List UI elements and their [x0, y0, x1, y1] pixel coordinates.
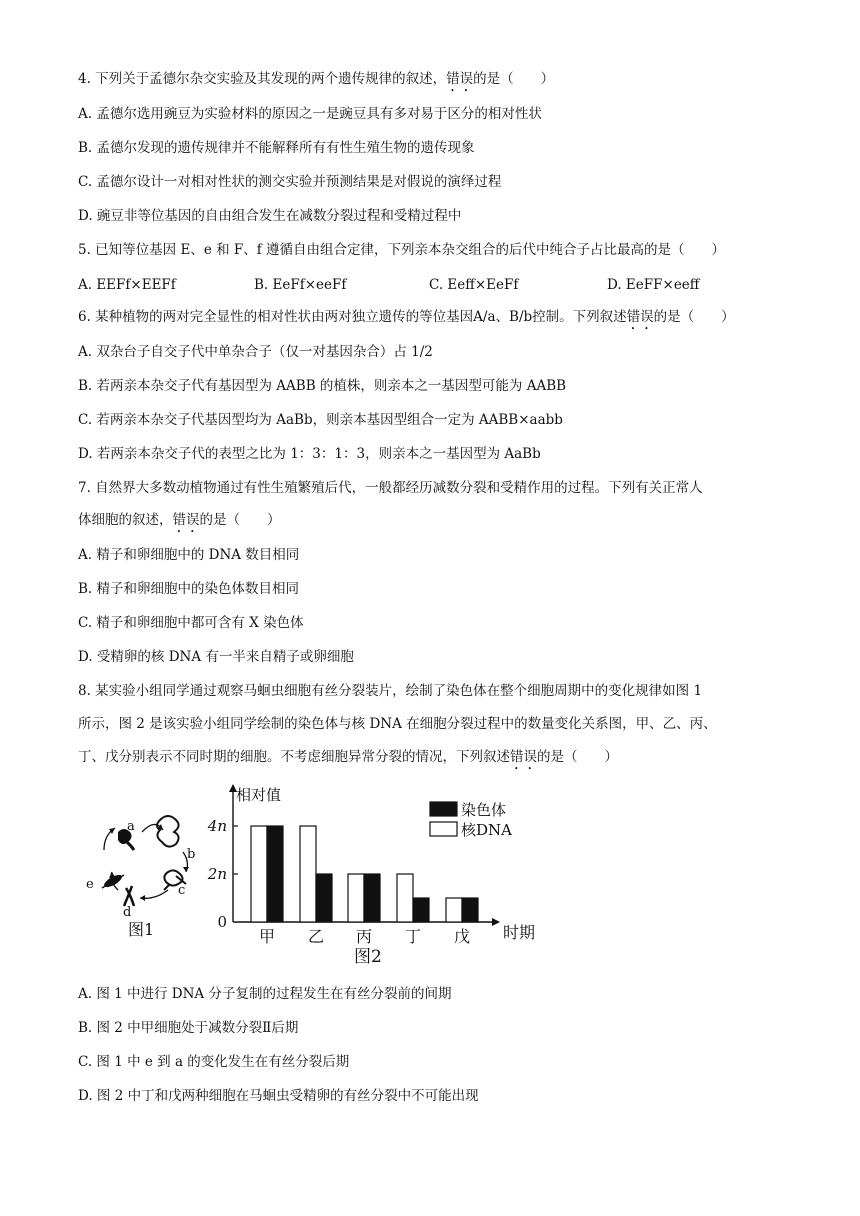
q7-option-c: C. 精子和卵细胞中都可含有 X 染色体 — [78, 615, 304, 631]
q7-stem-a: 体细胞的叙述， — [78, 512, 173, 528]
bar-chromosome — [267, 826, 283, 922]
q5-option-b: B. EeFf×eeFf — [254, 277, 347, 293]
q7-stem-b: 的是（ ） — [199, 512, 281, 528]
q6-stem-a: 6. 某种植物的两对完全显性的相对性状由两对独立遗传的等位基因A/a、B/b控制。下列叙述 — [78, 309, 627, 325]
bar-dna — [446, 898, 462, 922]
q8-stem-line1: 8. 某实验小组同学通过观察马蛔虫细胞有丝分裂装片，绘制了染色体在整个细胞周期中的变化规律如图 1 — [78, 683, 703, 699]
bar-dna — [348, 874, 364, 922]
q4-stem-b: 的是（ ） — [473, 71, 555, 87]
bar-chromosome — [413, 898, 429, 922]
legend-label: 核DNA — [461, 821, 512, 839]
stage-label-c: c — [178, 883, 186, 898]
q7-stem-line2 — [78, 510, 281, 536]
y-axis-label: 相对值 — [236, 786, 282, 804]
y-tick-label: 4n — [207, 817, 227, 835]
q6-option-b: B. 若两亲本杂交子代有基因型为 AABB 的植株，则亲本之一基因型可能为 AABB — [78, 378, 567, 394]
q4-stem — [78, 69, 554, 95]
x-tick-label: 戊 — [453, 927, 471, 946]
q6-option-a: A. 双杂台子自交子代中单杂合子（仅一对基因杂合）占 1/2 — [78, 344, 433, 360]
q7-stem-line1: 7. 自然界大多数动植物通过有性生殖繁殖后代，一般都经历减数分裂和受精作用的过程。下列有关正常人 — [78, 480, 703, 496]
stage-label-d: d — [123, 905, 132, 920]
arrow-c-d-head — [140, 895, 145, 901]
figure-2-chart — [207, 784, 535, 967]
x-tick-label: 乙 — [307, 927, 325, 946]
q7-option-a: A. 精子和卵细胞中的 DNA 数目相同 — [78, 547, 300, 563]
bar-chromosome — [462, 898, 478, 922]
chart-bars — [251, 826, 478, 922]
bar-dna — [397, 874, 413, 922]
figure-2-caption: 图2 — [354, 947, 382, 967]
chromosome-d-icon — [124, 886, 134, 906]
q8-stem-emphasis: 错误 — [510, 749, 537, 765]
q8-stem-a: 丁、戊分别表示不同时期的细胞。不考虑细胞异常分裂的情况，下列叙述 — [78, 749, 510, 765]
chromosome-b-icon — [157, 816, 179, 847]
q5-option-d: D. EeFF×eeff — [607, 277, 700, 293]
q8-option-c: C. 图 1 中 e 到 a 的变化发生在有丝分裂后期 — [78, 1054, 350, 1070]
bar-dna — [300, 826, 316, 922]
q8-option-a: A. 图 1 中进行 DNA 分子复制的过程发生在有丝分裂前的间期 — [78, 986, 452, 1002]
q5-stem: 5. 已知等位基因 E、e 和 F、f 遵循自由组合定律，下列亲本杂交组合的后代中纯合子占比最高的是（ ） — [78, 242, 726, 258]
figure-1-caption: 图1 — [128, 920, 155, 939]
q7-option-d: D. 受精卵的核 DNA 有一半来自精子或卵细胞 — [78, 649, 354, 665]
q8-stem-b: 的是（ ） — [537, 749, 618, 765]
bar-dna — [251, 826, 267, 922]
q6-option-d: D. 若两亲本杂交子代的表型之比为 1：3：1：3，则亲本之一基因型为 AaBb — [78, 446, 541, 462]
x-axis-label: 时期 — [503, 923, 536, 942]
q4-option-a: A. 孟德尔选用豌豆为实验材料的原因之一是豌豆具有多对易于区分的相对性状 — [78, 106, 542, 122]
q4-stem-emphasis: 错误 — [446, 71, 474, 87]
stage-label-a: a — [127, 819, 135, 834]
y-tick-label: 0 — [217, 913, 227, 931]
y-tick-label: 2n — [207, 865, 227, 883]
q6-stem — [78, 307, 735, 333]
bar-chromosome — [364, 874, 380, 922]
chromosome-a-arm-icon — [124, 840, 134, 850]
q8-option-d: D. 图 2 中丁和戊两种细胞在马蛔虫受精卵的有丝分裂中不可能出现 — [78, 1088, 479, 1104]
x-tick-label: 丙 — [355, 927, 373, 946]
q4-stem-a: 4. 下列关于孟德尔杂交实验及其发现的两个遗传规律的叙述， — [78, 71, 447, 87]
legend-swatch — [430, 802, 457, 816]
q8-option-b: B. 图 2 中甲细胞处于减数分裂Ⅱ后期 — [78, 1020, 299, 1036]
q5-option-a: A. EEFf×EEFf — [78, 277, 176, 293]
legend-label: 染色体 — [461, 801, 507, 819]
x-tick-label: 甲 — [258, 927, 276, 946]
bar-chromosome — [316, 874, 332, 922]
q6-stem-b: 的是（ ） — [653, 309, 735, 325]
x-axis-arrow — [492, 918, 500, 926]
figures — [0, 780, 860, 980]
stage-label-b: b — [187, 847, 196, 862]
stage-label-e: e — [86, 877, 94, 892]
q4-option-c: C. 孟德尔设计一对相对性状的测交实验并预测结果是对假说的演绎过程 — [78, 174, 502, 190]
q7-option-b: B. 精子和卵细胞中的染色体数目相同 — [78, 581, 300, 597]
arrow-b-c-head — [183, 867, 189, 872]
q6-stem-emphasis: 错误 — [626, 309, 654, 325]
legend-swatch — [430, 822, 457, 836]
q4-option-b: B. 孟德尔发现的遗传规律并不能解释所有有性生殖生物的遗传现象 — [78, 140, 475, 156]
q5-option-c: C. Eeff×EeFf — [429, 277, 519, 293]
x-tick-label: 丁 — [404, 927, 422, 946]
chart-legend — [430, 801, 512, 839]
q6-option-c: C. 若两亲本杂交子代基因型均为 AaBb，则亲本基因型组合一定为 AABB×aabb — [78, 412, 563, 428]
q8-stem-line2: 所示，图 2 是该实验小组同学绘制的染色体与核 DNA 在细胞分裂过程中的数量变化关系图，甲、乙、丙、 — [78, 716, 717, 732]
figure-1 — [86, 816, 195, 939]
q7-stem-emphasis: 错误 — [172, 512, 200, 528]
q8-stem-line3 — [78, 747, 618, 773]
q4-option-d: D. 豌豆非等位基因的自由组合发生在减数分裂过程和受精过程中 — [78, 208, 462, 224]
